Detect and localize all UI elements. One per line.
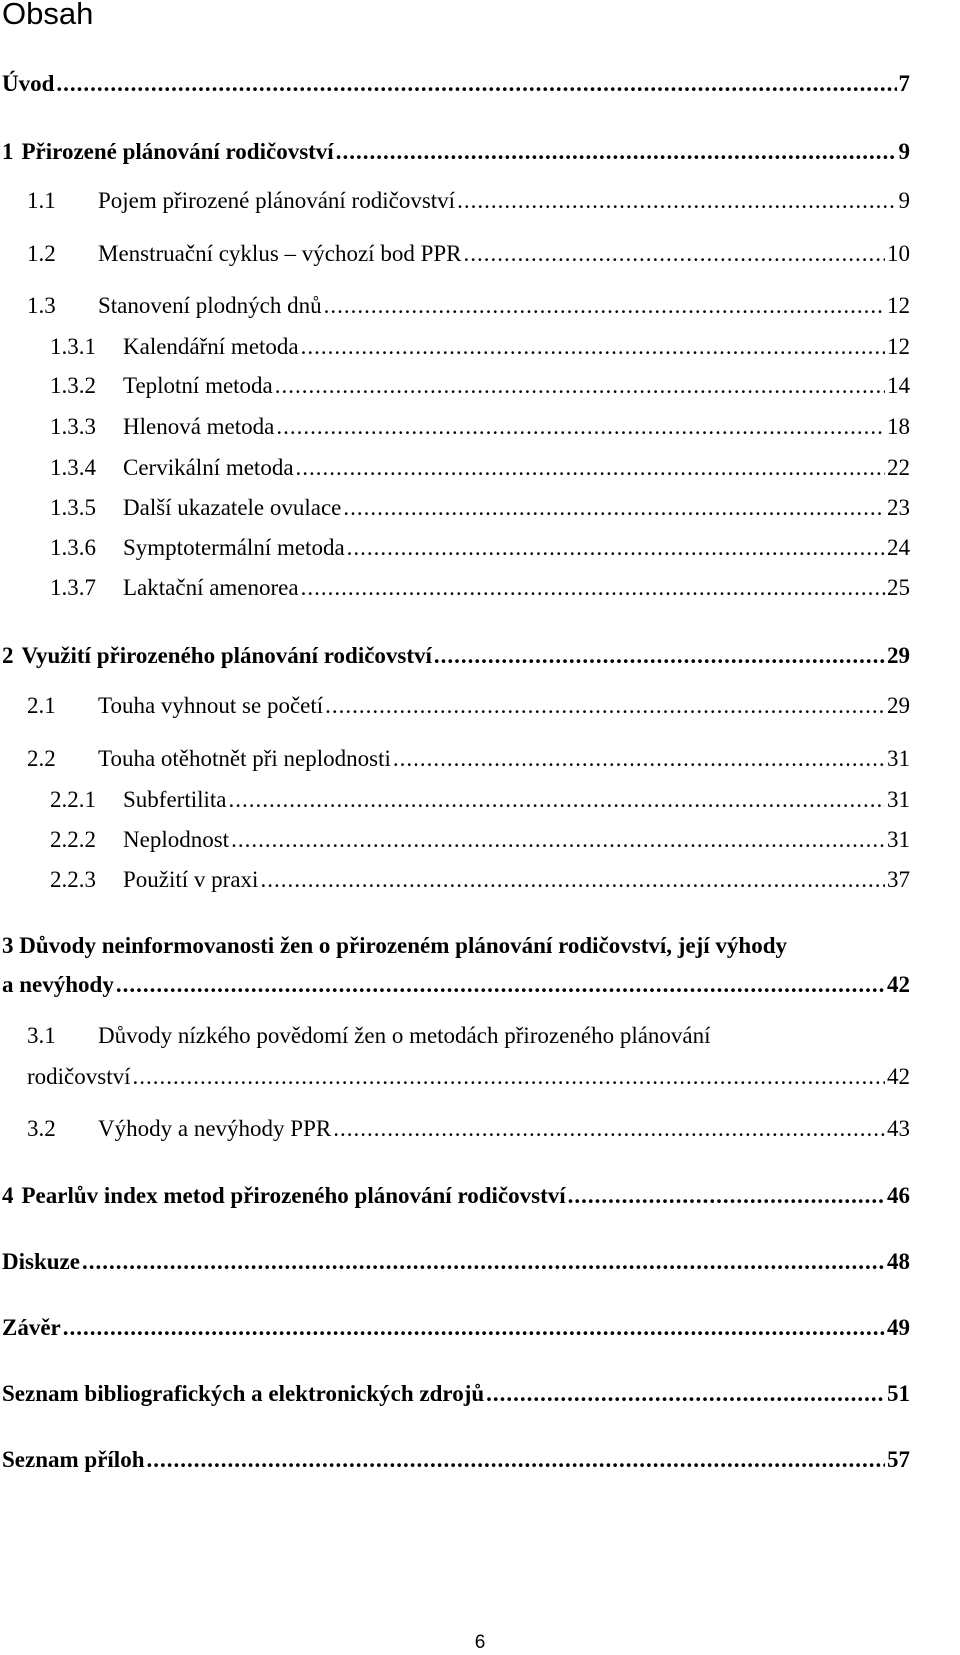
- toc-entry-label: Diskuze: [2, 1249, 80, 1274]
- toc-entry-seznam-zdroju[interactable]: [2, 1380, 910, 1408]
- toc-entry-label: Důvody neinformovanosti žen o přirozeném plánování rodičovství, její výhody: [19, 933, 787, 958]
- toc-entry-number: 1.3.1: [50, 334, 96, 359]
- toc-leader-dots: [56, 70, 896, 98]
- toc-entry-number: 3: [2, 933, 14, 958]
- toc-entry-1-3[interactable]: [27, 292, 910, 320]
- toc-entry-number: 2: [2, 643, 14, 668]
- toc-entry-number: 2.2.2: [50, 827, 96, 852]
- toc-entry-2-2-1[interactable]: [50, 786, 910, 814]
- toc-leader-dots: [333, 1115, 885, 1143]
- toc-entry-label: Menstruační cyklus – výchozí bod PPR: [98, 241, 462, 266]
- toc-entry-page: 10: [887, 241, 910, 266]
- toc-entry-page: 31: [887, 746, 910, 771]
- toc-entry-number: 3.2: [27, 1116, 56, 1141]
- toc-leader-dots: [486, 1380, 885, 1408]
- toc-leader-dots: [393, 745, 885, 773]
- toc-entry-2-2-3[interactable]: [50, 866, 910, 894]
- toc-entry-page: 25: [887, 575, 910, 600]
- toc-entry-3-1-line1[interactable]: [27, 1022, 711, 1050]
- toc-entry-page: 22: [887, 455, 910, 480]
- toc-entry-1-3-7[interactable]: [50, 574, 910, 602]
- toc-leader-dots: [296, 454, 885, 482]
- toc-entry-1-3-2[interactable]: [50, 372, 910, 400]
- toc-leader-dots: [434, 642, 885, 670]
- toc-entry-label: Seznam příloh: [2, 1447, 145, 1472]
- toc-entry-label: Seznam bibliografických a elektronických zdrojů: [2, 1381, 485, 1406]
- page-title: Obsah: [2, 0, 94, 31]
- toc-leader-dots: [336, 138, 897, 166]
- toc-entry-label: Další ukazatele ovulace: [123, 495, 342, 520]
- toc-entry-chapter-3-line2[interactable]: [2, 971, 910, 999]
- toc-entry-label: a nevýhody: [2, 972, 114, 997]
- toc-entry-1-3-3[interactable]: [50, 413, 910, 441]
- toc-entry-chapter-3-line1[interactable]: [2, 932, 787, 960]
- toc-entry-page: 51: [887, 1381, 910, 1406]
- toc-entry-label: Kalendářní metoda: [123, 334, 299, 359]
- toc-leader-dots: [347, 534, 885, 562]
- toc-entry-label: Závěr: [2, 1315, 61, 1340]
- toc-entry-page: 48: [887, 1249, 910, 1274]
- toc-entry-1-3-6[interactable]: [50, 534, 910, 562]
- toc-entry-label: Výhody a nevýhody PPR: [98, 1116, 332, 1141]
- toc-entry-2-2-2[interactable]: [50, 826, 910, 854]
- toc-entry-page: 9: [898, 188, 910, 213]
- toc-entry-number: 1.3.2: [50, 373, 96, 398]
- toc-entry-page: 14: [887, 373, 910, 398]
- toc-entry-page: 29: [887, 693, 910, 718]
- page-number: 6: [474, 1632, 486, 1653]
- toc-leader-dots: [324, 292, 885, 320]
- toc-entry-1-3-1[interactable]: [50, 333, 910, 361]
- toc-entry-number: 1.3: [27, 293, 56, 318]
- toc-entry-diskuze[interactable]: [2, 1248, 910, 1276]
- toc-entry-chapter-4[interactable]: [2, 1182, 910, 1210]
- toc-entry-page: 42: [887, 1064, 910, 1089]
- toc-entry-1-3-4[interactable]: [50, 454, 910, 482]
- toc-entry-label: Použití v praxi: [123, 867, 259, 892]
- toc-entry-label: Teplotní metoda: [123, 373, 273, 398]
- toc-entry-label: Hlenová metoda: [123, 414, 275, 439]
- toc-entry-2-2[interactable]: [27, 745, 910, 773]
- toc-entry-page: 29: [887, 643, 910, 668]
- toc-entry-number: 1.3.4: [50, 455, 96, 480]
- toc-entry-page: 7: [898, 71, 910, 96]
- toc-leader-dots: [116, 971, 885, 999]
- toc-entry-label: Subfertilita: [123, 787, 227, 812]
- toc-entry-label: Touha vyhnout se početí: [98, 693, 324, 718]
- toc-entry-chapter-2[interactable]: [2, 642, 910, 670]
- toc-entry-page: 12: [887, 334, 910, 359]
- toc-leader-dots: [301, 333, 885, 361]
- toc-entry-1-1[interactable]: [27, 187, 910, 215]
- toc-entry-label: Cervikální metoda: [123, 455, 294, 480]
- toc-entry-chapter-1[interactable]: [2, 138, 910, 166]
- toc-entry-label: Přirozené plánování rodičovství: [21, 139, 334, 164]
- toc-entry-label: Využití přirozeného plánování rodičovství: [21, 643, 432, 668]
- toc-leader-dots: [260, 866, 885, 894]
- toc-entry-label: Pojem přirozené plánování rodičovství: [98, 188, 456, 213]
- toc-entry-3-2[interactable]: [27, 1115, 910, 1143]
- toc-entry-label: Důvody nízkého povědomí žen o metodách přirozeného plánování: [98, 1023, 711, 1048]
- toc-entry-3-1-line2[interactable]: [27, 1063, 910, 1091]
- toc-entry-number: 2.1: [27, 693, 56, 718]
- toc-entry-2-1[interactable]: [27, 692, 910, 720]
- toc-leader-dots: [63, 1314, 885, 1342]
- toc-entry-number: 1.3.3: [50, 414, 96, 439]
- toc-entry-page: 57: [887, 1447, 910, 1472]
- toc-entry-label: Úvod: [2, 71, 55, 96]
- toc-entry-label: Symptotermální metoda: [123, 535, 345, 560]
- toc-entry-number: 2.2.1: [50, 787, 96, 812]
- toc-leader-dots: [464, 240, 886, 268]
- toc-entry-page: 18: [887, 414, 910, 439]
- toc-entry-page: 42: [887, 972, 910, 997]
- toc-entry-label: rodičovství: [27, 1064, 131, 1089]
- toc-entry-page: 37: [887, 867, 910, 892]
- toc-entry-page: 49: [887, 1315, 910, 1340]
- toc-leader-dots: [568, 1182, 885, 1210]
- toc-entry-number: 2.2: [27, 746, 56, 771]
- toc-entry-label: Touha otěhotnět při neplodnosti: [98, 746, 391, 771]
- toc-entry-label: Pearlův index metod přirozeného plánování rodičovství: [21, 1183, 566, 1208]
- toc-leader-dots: [228, 786, 885, 814]
- toc-entry-number: 1.2: [27, 241, 56, 266]
- toc-entry-seznam-priloh[interactable]: [2, 1446, 910, 1474]
- toc-entry-label: Neplodnost: [123, 827, 230, 852]
- toc-leader-dots: [301, 574, 885, 602]
- toc-entry-label: Stanovení plodných dnů: [98, 293, 322, 318]
- toc-entry-label: Laktační amenorea: [123, 575, 299, 600]
- toc-entry-number: 1.3.6: [50, 535, 96, 560]
- toc-leader-dots: [82, 1248, 885, 1276]
- toc-entry-page: 24: [887, 535, 910, 560]
- toc-leader-dots: [133, 1063, 886, 1091]
- toc-entry-number: 1.1: [27, 188, 56, 213]
- toc-leader-dots: [231, 826, 885, 854]
- toc-entry-page: 43: [887, 1116, 910, 1141]
- toc-entry-page: 46: [887, 1183, 910, 1208]
- toc-entry-number: 2.2.3: [50, 867, 96, 892]
- toc-entry-number: 1: [2, 139, 14, 164]
- toc-entry-page: 31: [887, 787, 910, 812]
- toc-leader-dots: [275, 372, 885, 400]
- toc-entry-page: 23: [887, 495, 910, 520]
- toc-entry-uvod[interactable]: [2, 70, 910, 98]
- toc-entry-page: 12: [887, 293, 910, 318]
- toc-entry-zaver[interactable]: [2, 1314, 910, 1342]
- toc-entry-1-3-5[interactable]: [50, 494, 910, 522]
- toc-entry-number: 3.1: [27, 1023, 56, 1048]
- toc-leader-dots: [146, 1446, 885, 1474]
- toc-entry-1-2[interactable]: [27, 240, 910, 268]
- toc-leader-dots: [343, 494, 885, 522]
- toc-entry-page: 31: [887, 827, 910, 852]
- toc-entry-number: 4: [2, 1183, 14, 1208]
- toc-entry-number: 1.3.7: [50, 575, 96, 600]
- toc-leader-dots: [276, 413, 885, 441]
- toc-entry-number: 1.3.5: [50, 495, 96, 520]
- toc-leader-dots: [325, 692, 885, 720]
- toc-entry-page: 9: [898, 139, 910, 164]
- toc-leader-dots: [457, 187, 896, 215]
